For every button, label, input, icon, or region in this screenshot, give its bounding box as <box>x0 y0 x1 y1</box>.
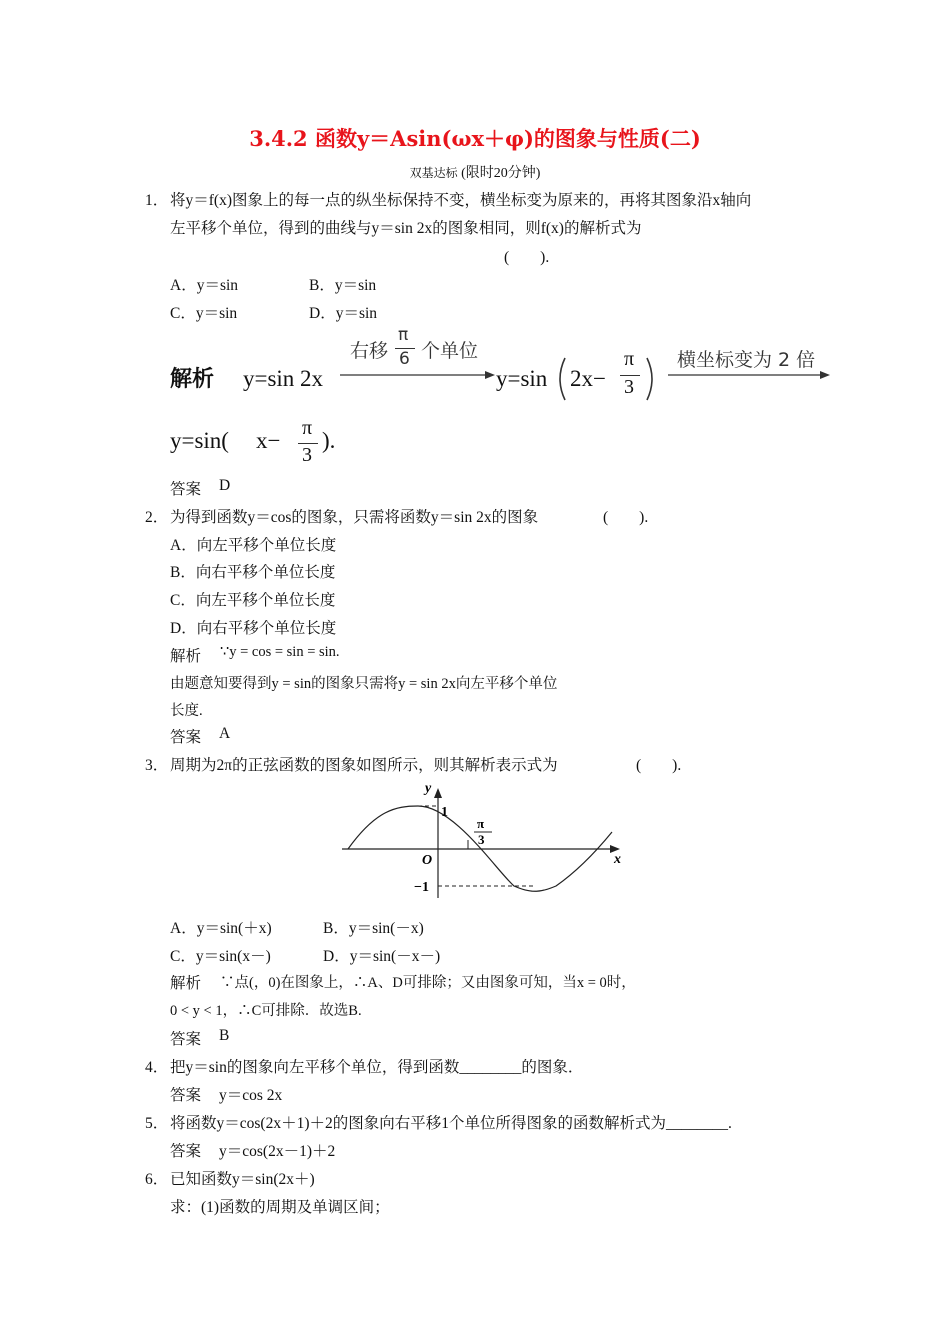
q1-flow-mid: y=sin <box>496 366 548 391</box>
q3-one-label: 1 <box>441 805 448 820</box>
q2-analysis-label: 解析 <box>170 648 202 665</box>
q2-option-c: C．向左平移个单位长度 <box>170 592 336 609</box>
q3-analysis-line1: ∵点(，0)在图象上，∴A、D可排除；又由图象可知，当x = 0时， <box>220 975 636 991</box>
q3-analysis-line2: 0 < y < 1，∴C可排除．故选B. <box>170 1003 362 1019</box>
subtitle-time: (限时20分钟) <box>461 166 541 181</box>
q3-analysis-label: 解析 <box>170 975 202 992</box>
q2-answer: A <box>219 725 231 742</box>
q6-stem: 已知函数y＝sin(2x＋) <box>170 1171 315 1188</box>
q1-paren: ( ). <box>504 249 550 266</box>
q1-flow-left-paren <box>554 356 568 402</box>
q3-y-label: y <box>425 781 432 796</box>
q3-answer: B <box>219 1027 230 1044</box>
q2-option-b: B．向右平移个单位长度 <box>170 564 336 581</box>
q3-y-axis-arrow <box>434 788 442 798</box>
q2-stem: 为得到函数y＝cos的图象，只需将函数y＝sin 2x的图象 <box>170 509 539 526</box>
q3-option-a: A．y＝sin(＋x) <box>170 920 272 937</box>
q2-option-d: D．向右平移个单位长度 <box>170 620 337 637</box>
q6-sub1: 求：(1)函数的周期及单调区间； <box>170 1199 390 1216</box>
q1-flow-six: 6 <box>399 349 410 369</box>
q1-line2: 左平移个单位，得到的曲线与y＝sin 2x的图象相同，则f(x)的解析式为 <box>170 220 642 237</box>
q1-flow-pi: π <box>398 325 409 345</box>
q3-pi-label: π <box>477 816 485 831</box>
q1-flow-three: 3 <box>624 376 634 398</box>
q2-number: 2． <box>145 509 169 526</box>
q3-sine-graph <box>336 780 636 900</box>
q1-flow-pi-3: π <box>302 417 313 439</box>
q1-flow-end-b: x− <box>256 428 281 453</box>
q3-option-c: C．y＝sin(x－) <box>170 948 271 965</box>
q1-analysis-label: 解析 <box>170 367 215 392</box>
q2-analysis-line1: ∵y = cos = sin = sin. <box>220 644 340 660</box>
q1-flow-arrow2 <box>668 368 830 382</box>
q5-answer: y＝cos(2x－1)＋2 <box>219 1143 336 1160</box>
q1-option-c: C．y＝sin <box>170 305 238 322</box>
q3-paren: ( ). <box>636 757 682 774</box>
q1-flow-label2: 横坐标变为 2 倍 <box>677 349 816 371</box>
q4-stem: 把y＝sin的图象向左平移个单位，得到函数________的图象． <box>170 1059 584 1076</box>
q2-paren: ( ). <box>603 509 649 526</box>
q2-option-a: A．向左平移个单位长度 <box>170 537 337 554</box>
q3-origin-label: O <box>422 853 433 868</box>
q1-number: 1． <box>145 192 169 209</box>
q1-option-b: B．y＝sin <box>309 277 377 294</box>
q3-option-b: B．y＝sin(－x) <box>323 920 424 937</box>
q1-flow-mid-b: 2x− <box>570 366 606 391</box>
q2-analysis-line3: 长度. <box>170 703 203 719</box>
q2-analysis-line2: 由题意知要得到y = sin的图象只需将y = sin 2x向左平移个单位 <box>170 676 558 692</box>
q1-flow-pi-2: π <box>624 348 635 370</box>
q3-answer-label: 答案 <box>170 1031 202 1048</box>
q5-stem: 将函数y＝cos(2x＋1)＋2的图象向右平移1个单位所得图象的函数解析式为________. <box>170 1115 732 1132</box>
q4-answer-label: 答案 <box>170 1087 202 1104</box>
q1-option-a: A．y＝sin <box>170 277 239 294</box>
q1-flow-start: y=sin 2x <box>243 366 324 391</box>
q1-flow-end: y=sin( <box>170 428 229 453</box>
q1-flow-label1b: 个单位 <box>421 340 479 362</box>
q1-answer: D <box>219 477 231 494</box>
q3-option-d: D．y＝sin(－x－) <box>323 948 441 965</box>
q1-line1: 将y＝f(x)图象上的每一点的纵坐标保持不变，横坐标变为原来的，再将其图象沿x轴向 <box>170 192 752 209</box>
subtitle-tag: 双基达标 <box>409 166 458 180</box>
q5-number: 5． <box>145 1115 169 1132</box>
subtitle <box>0 162 950 182</box>
q4-answer: y＝cos 2x <box>219 1087 283 1104</box>
q1-flow-arrow1 <box>340 368 495 382</box>
q3-x-label: x <box>614 852 621 867</box>
q2-answer-label: 答案 <box>170 729 202 746</box>
q5-answer-label: 答案 <box>170 1143 202 1160</box>
q4-number: 4． <box>145 1059 169 1076</box>
q3-number: 3． <box>145 757 169 774</box>
q3-neg-one-label: −1 <box>414 880 429 895</box>
q3-three-label: 3 <box>478 832 485 847</box>
q1-option-d: D．y＝sin <box>309 305 378 322</box>
q1-flow-right-paren <box>644 356 658 402</box>
q1-flow-three-2: 3 <box>302 444 312 466</box>
q3-stem: 周期为2π的正弦函数的图象如图所示，则其解析表示式为 <box>170 757 558 774</box>
page-title: 3.4.2 函数y＝Asin(ωx＋φ)的图象与性质(二) <box>249 126 701 151</box>
q1-flow-label1: 右移 <box>350 340 389 362</box>
q1-answer-label: 答案 <box>170 481 202 498</box>
q6-number: 6． <box>145 1171 169 1188</box>
q1-flow-end-c: ). <box>322 428 336 453</box>
